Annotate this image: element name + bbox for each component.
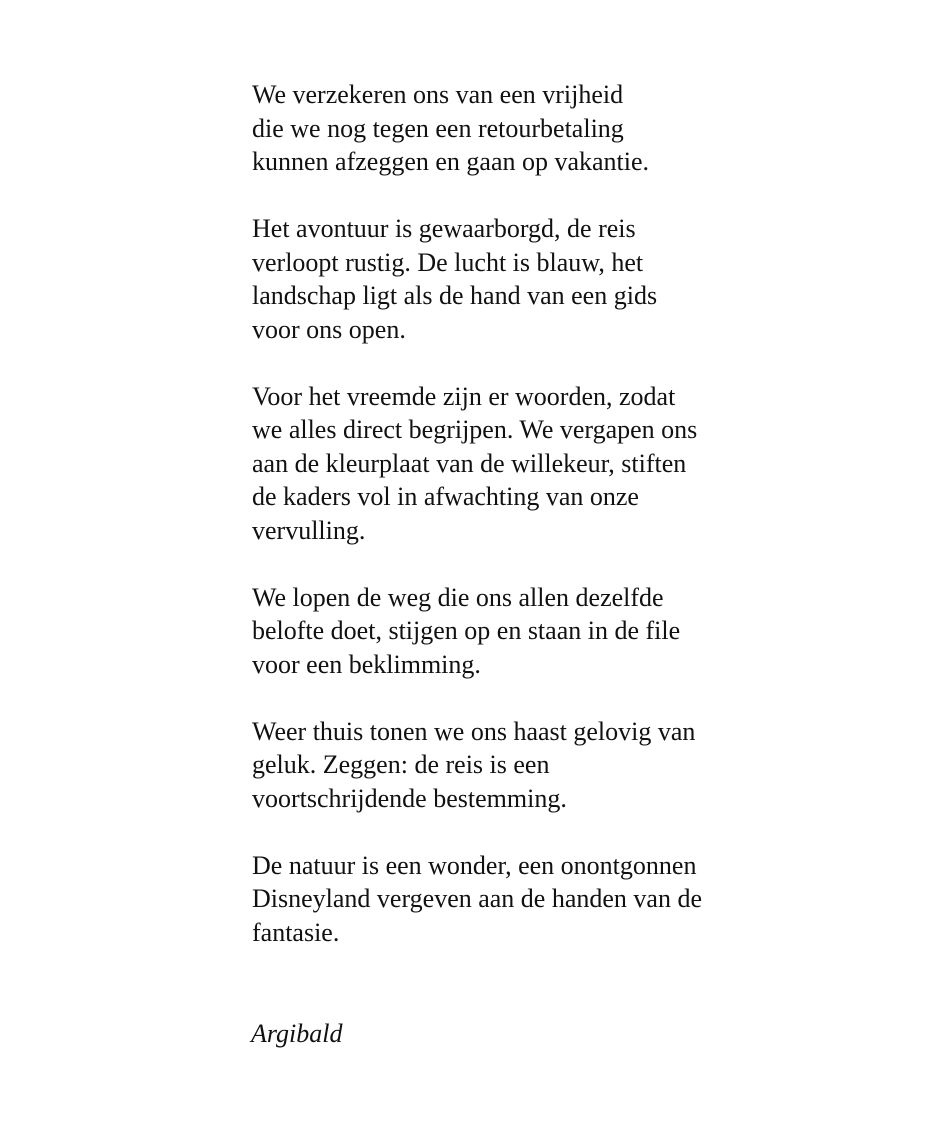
poem-line: belofte doet, stijgen op en staan in de file — [252, 616, 681, 645]
poem-line: fantasie. — [252, 917, 340, 947]
poem-line: Voor het vreemde zijn er woorden, zodat — [252, 381, 676, 411]
poem-line: voor een beklimming. — [252, 649, 481, 679]
poem-body — [252, 78, 892, 983]
stanza-5 — [252, 715, 892, 816]
poem-line: We verzekeren ons van een vrijheid — [252, 80, 624, 109]
poem-line: geluk. Zeggen: de reis is een — [252, 750, 550, 779]
poem-line: We lopen de weg die ons allen dezelfde — [252, 582, 664, 612]
stanza-3 — [252, 380, 892, 548]
poem-line: die we nog tegen een retourbetaling — [252, 113, 624, 143]
poem-line: de kaders vol in afwachting van onze — [252, 482, 639, 511]
poem-line: De natuur is een wonder, een onontgonnen — [252, 850, 697, 880]
poem-line: voortschrijdende bestemming. — [252, 783, 567, 813]
poem-line: Weer thuis tonen we ons haast gelovig van — [252, 716, 696, 746]
poem-line: voor ons open. — [252, 314, 406, 344]
stanza-2 — [252, 212, 892, 346]
poem-line: Het avontuur is gewaarborgd, de reis — [252, 214, 636, 243]
poem-line: we alles direct begrijpen. We vergapen ons — [252, 415, 698, 444]
stanza-6 — [252, 849, 892, 950]
poem-line: Disneyland vergeven aan de handen van de — [252, 884, 703, 913]
stanza-4 — [252, 581, 892, 682]
stanza-1 — [252, 78, 892, 179]
poem-line: aan de kleurplaat van de willekeur, stiften — [252, 448, 687, 478]
author-signature: Argibald — [251, 1019, 343, 1048]
poem-line: vervulling. — [252, 515, 366, 545]
poem-line: verloopt rustig. De lucht is blauw, het — [252, 247, 644, 277]
poem-line: kunnen afzeggen en gaan op vakantie. — [252, 147, 650, 176]
poem-line: landschap ligt als de hand van een gids — [252, 281, 658, 310]
